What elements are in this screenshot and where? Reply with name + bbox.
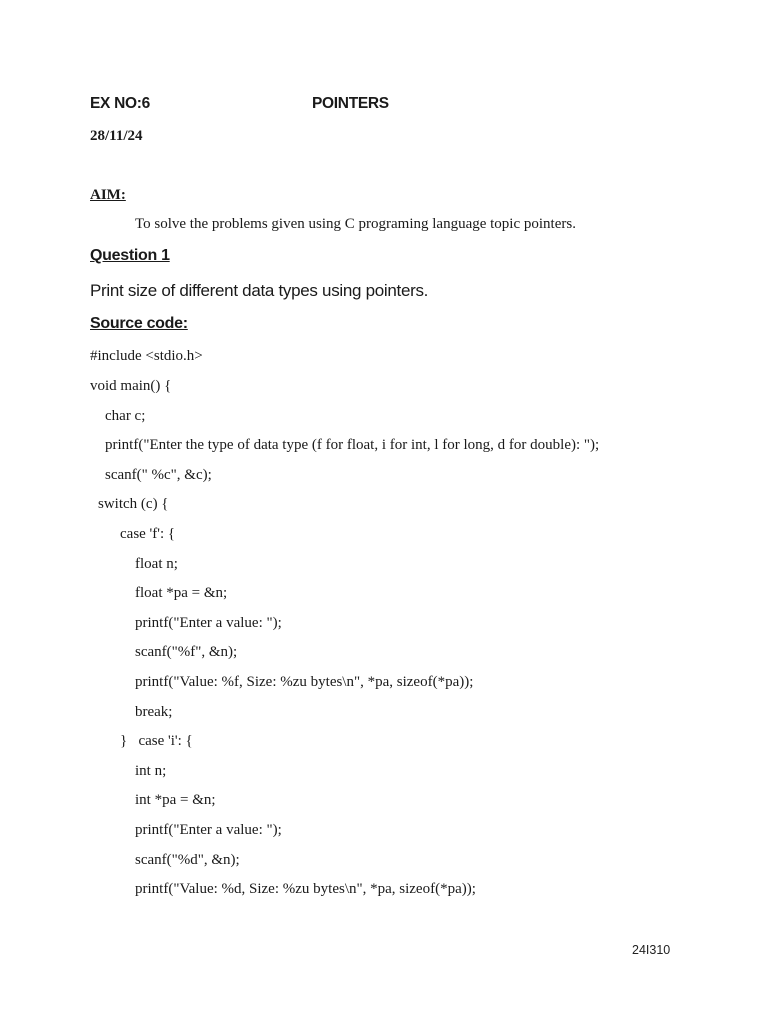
aim-text: To solve the problems given using C programing language topic pointers. (135, 216, 576, 232)
code-line: void main() { (90, 378, 172, 394)
footer-roll-number: 24I310 (632, 943, 671, 957)
document-title: POINTERS (312, 95, 389, 112)
code-line: float *pa = &n; (135, 585, 228, 601)
code-line: printf("Enter a value: "); (135, 615, 282, 631)
aim-heading: AIM: (90, 187, 126, 203)
code-line: case 'f': { (120, 526, 176, 542)
code-line: printf("Value: %d, Size: %zu bytes\n", *pa, sizeof(*pa)); (135, 881, 476, 897)
code-line: scanf("%f", &n); (135, 644, 238, 660)
code-line: int n; (135, 763, 167, 779)
code-line: printf("Enter a value: "); (135, 822, 282, 838)
code-line: printf("Enter the type of data type (f for float, i for int, l for long, d for double): "); (105, 437, 600, 453)
code-line: scanf("%d", &n); (135, 852, 240, 868)
code-line: } case 'i': { (120, 733, 193, 749)
code-line: char c; (105, 408, 146, 424)
source-code-heading: Source code: (90, 315, 188, 332)
exercise-number: EX NO:6 (90, 95, 150, 112)
code-line: float n; (135, 556, 178, 572)
code-line: scanf(" %c", &c); (105, 467, 212, 483)
code-line: break; (135, 704, 173, 720)
code-line: #include <stdio.h> (90, 348, 203, 364)
code-line: int *pa = &n; (135, 792, 216, 808)
code-line: switch (c) { (98, 496, 169, 512)
question-text: Print size of different data types using pointers. (90, 281, 429, 300)
document-date: 28/11/24 (90, 128, 143, 144)
code-line: printf("Value: %f, Size: %zu bytes\n", *pa, sizeof(*pa)); (135, 674, 474, 690)
question-heading: Question 1 (90, 247, 170, 264)
